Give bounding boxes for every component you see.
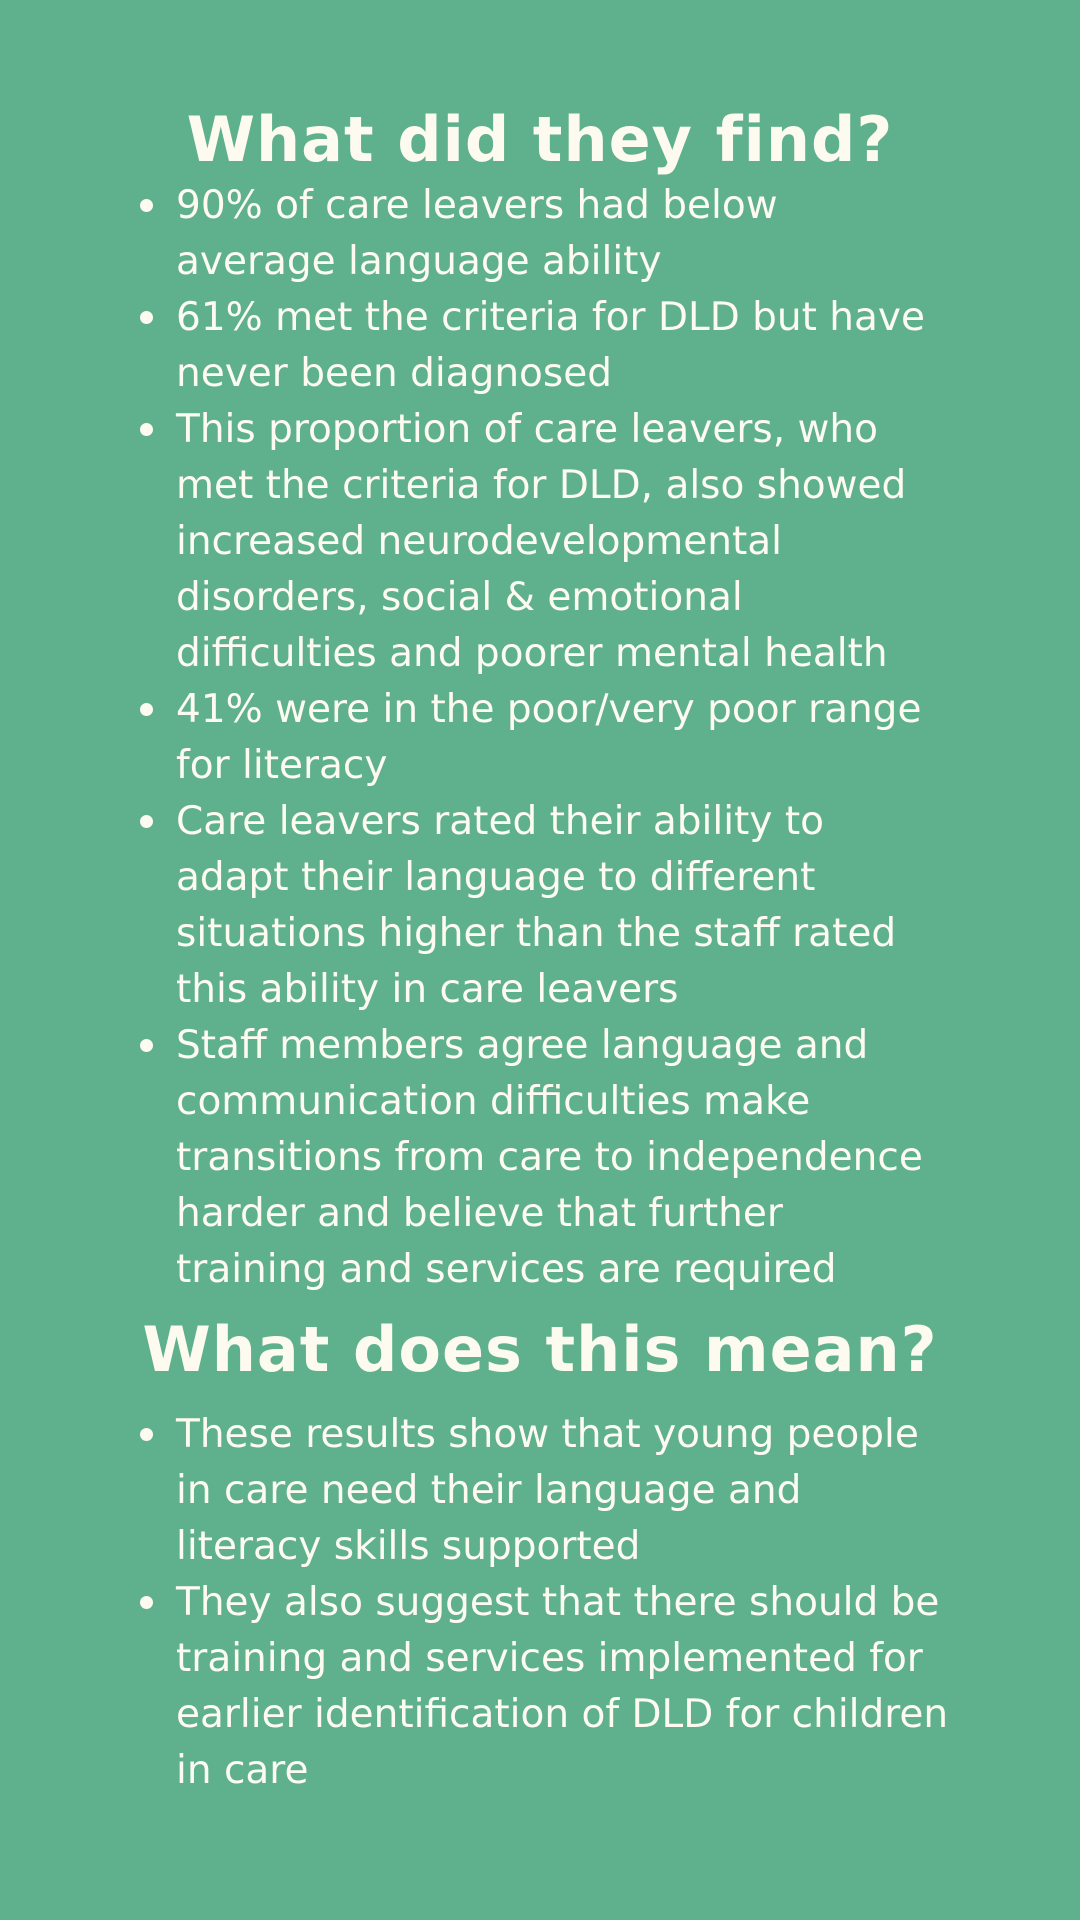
list-item-text-line: harder and believe that further bbox=[176, 1191, 783, 1236]
bullet-dot-icon bbox=[140, 1039, 153, 1052]
list-item-text-line: They also suggest that there should be bbox=[176, 1580, 940, 1625]
list-item-text-line: communication difficulties make bbox=[176, 1079, 811, 1124]
list-item-text-line: These results show that young people bbox=[176, 1412, 919, 1457]
list-item bbox=[0, 290, 1080, 402]
list-item-text-line: in care need their language and bbox=[176, 1468, 802, 1513]
list-item bbox=[0, 682, 1080, 794]
section-title-meaning: What does this mean? bbox=[142, 1313, 938, 1386]
list-item-text-line: Care leavers rated their ability to bbox=[176, 799, 824, 844]
bullet-dot-icon bbox=[140, 703, 153, 716]
meaning-list bbox=[0, 1407, 1080, 1799]
list-item bbox=[0, 794, 1080, 1018]
list-item-text-line: in care bbox=[176, 1748, 309, 1793]
list-item-text-line: earlier identification of DLD for children bbox=[176, 1692, 949, 1737]
list-item-text-line: literacy skills supported bbox=[176, 1524, 641, 1569]
list-item-text-line: met the criteria for DLD, also showed bbox=[176, 463, 907, 508]
list-item-text-line: this ability in care leavers bbox=[176, 967, 679, 1012]
list-item-text-line: 90% of care leavers had below bbox=[176, 183, 778, 228]
list-item-text-line: never been diagnosed bbox=[176, 351, 612, 396]
list-item-text-line: average language ability bbox=[176, 239, 662, 284]
list-item-text-line: situations higher than the staff rated bbox=[176, 911, 897, 956]
list-item bbox=[0, 178, 1080, 290]
bullet-dot-icon bbox=[140, 1428, 153, 1441]
list-item-text-line: This proportion of care leavers, who bbox=[176, 407, 878, 452]
bullet-dot-icon bbox=[140, 815, 153, 828]
bullet-dot-icon bbox=[140, 423, 153, 436]
section-title-findings: What did they find? bbox=[186, 103, 894, 176]
list-item-text-line: increased neurodevelopmental bbox=[176, 519, 783, 564]
list-item-text-line: for literacy bbox=[176, 743, 388, 788]
list-item bbox=[0, 402, 1080, 682]
list-item-text-line: difficulties and poorer mental health bbox=[176, 631, 888, 676]
list-item-text-line: transitions from care to independence bbox=[176, 1135, 923, 1180]
list-item bbox=[0, 1018, 1080, 1298]
list-item bbox=[0, 1407, 1080, 1575]
list-item-text-line: 61% met the criteria for DLD but have bbox=[176, 295, 925, 340]
bullet-dot-icon bbox=[140, 1596, 153, 1609]
list-item-text-line: adapt their language to different bbox=[176, 855, 816, 900]
list-item-text-line: 41% were in the poor/very poor range bbox=[176, 687, 922, 732]
list-item-text-line: disorders, social & emotional bbox=[176, 575, 743, 620]
list-item bbox=[0, 1575, 1080, 1799]
list-item-text-line: training and services implemented for bbox=[176, 1636, 923, 1681]
bullet-dot-icon bbox=[140, 199, 153, 212]
list-item-text-line: training and services are required bbox=[176, 1247, 837, 1292]
findings-list bbox=[0, 178, 1080, 1298]
bullet-dot-icon bbox=[140, 311, 153, 324]
list-item-text-line: Staff members agree language and bbox=[176, 1023, 869, 1068]
